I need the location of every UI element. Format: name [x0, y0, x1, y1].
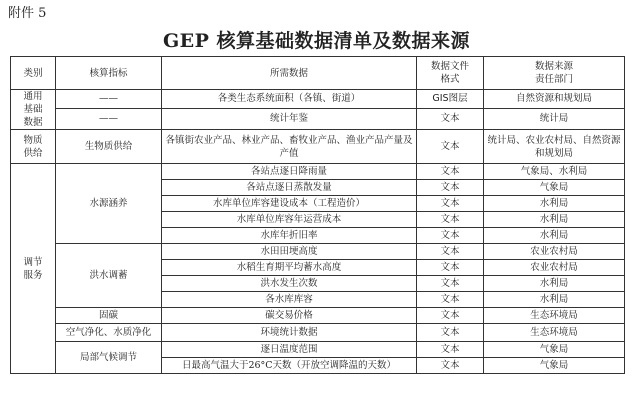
table-row — [11, 324, 625, 342]
document-title: GEP 核算基础数据清单及数据来源 — [162, 30, 471, 52]
data-cell: 水库年折旧率 — [162, 228, 417, 244]
data-cell: 水库单位库容建设成本（工程造价） — [162, 196, 417, 212]
format-cell: 文本 — [417, 276, 484, 292]
source-cell: 气象局、水利局 — [484, 164, 625, 180]
table-header-row — [11, 57, 625, 90]
category-cell: 物质 供给 — [11, 130, 56, 164]
format-cell: 文本 — [417, 108, 484, 129]
format-cell: 文本 — [417, 260, 484, 276]
table-row — [11, 108, 625, 129]
indicator-cell: 空气净化、水质净化 — [56, 324, 162, 342]
source-cell: 生态环境局 — [484, 324, 625, 342]
header-source: 数据来源 责任部门 — [484, 57, 625, 90]
format-cell: 文本 — [417, 130, 484, 164]
source-cell: 水利局 — [484, 212, 625, 228]
indicator-cell: —— — [56, 90, 162, 109]
source-cell: 气象局 — [484, 342, 625, 358]
data-cell: 水稻生育期平均蓄水高度 — [162, 260, 417, 276]
indicator-cell: 洪水调蓄 — [56, 244, 162, 308]
source-cell: 水利局 — [484, 228, 625, 244]
indicator-cell: —— — [56, 108, 162, 129]
source-cell: 统计局、农业农村局、自然资源和规划局 — [484, 130, 625, 164]
format-cell: 文本 — [417, 212, 484, 228]
category-cell: 通用 基础 数据 — [11, 90, 56, 130]
data-cell: 水库单位库容年运营成本 — [162, 212, 417, 228]
data-cell: 洪水发生次数 — [162, 276, 417, 292]
indicator-cell: 局部气候调节 — [56, 342, 162, 374]
data-cell: 各类生态系统面积（各镇、街道） — [162, 90, 417, 109]
table-row — [11, 90, 625, 109]
source-cell: 水利局 — [484, 196, 625, 212]
header-category: 类别 — [11, 57, 56, 90]
data-cell: 统计年鉴 — [162, 108, 417, 129]
source-cell: 生态环境局 — [484, 308, 625, 324]
format-cell: 文本 — [417, 358, 484, 374]
format-cell: 文本 — [417, 324, 484, 342]
indicator-cell: 生物质供给 — [56, 130, 162, 164]
format-cell: 文本 — [417, 228, 484, 244]
format-cell: 文本 — [417, 292, 484, 308]
source-cell: 自然资源和规划局 — [484, 90, 625, 109]
data-source-table — [10, 56, 625, 374]
indicator-cell: 水源涵养 — [56, 164, 162, 244]
data-cell: 环境统计数据 — [162, 324, 417, 342]
header-format: 数据文件 格式 — [417, 57, 484, 90]
header-indicator: 核算指标 — [56, 57, 162, 90]
source-cell: 农业农村局 — [484, 244, 625, 260]
format-cell: GIS图层 — [417, 90, 484, 109]
source-cell: 统计局 — [484, 108, 625, 129]
data-cell: 各站点逐日降雨量 — [162, 164, 417, 180]
format-cell: 文本 — [417, 308, 484, 324]
source-cell: 气象局 — [484, 180, 625, 196]
table-row — [11, 130, 625, 164]
table-row — [11, 308, 625, 324]
table-row — [11, 244, 625, 260]
source-cell: 农业农村局 — [484, 260, 625, 276]
header-required-data: 所需数据 — [162, 57, 417, 90]
source-cell: 水利局 — [484, 292, 625, 308]
table-row — [11, 164, 625, 180]
data-cell: 碳交易价格 — [162, 308, 417, 324]
source-cell: 气象局 — [484, 358, 625, 374]
data-cell: 各镇街农业产品、林业产品、畜牧业产品、渔业产品产量及产值 — [162, 130, 417, 164]
data-cell: 各站点逐日蒸散发量 — [162, 180, 417, 196]
source-cell: 水利局 — [484, 276, 625, 292]
data-cell: 逐日温度范围 — [162, 342, 417, 358]
format-cell: 文本 — [417, 164, 484, 180]
attachment-label: 附件 5 — [8, 6, 47, 21]
format-cell: 文本 — [417, 180, 484, 196]
data-cell: 水田田埂高度 — [162, 244, 417, 260]
format-cell: 文本 — [417, 342, 484, 358]
format-cell: 文本 — [417, 244, 484, 260]
category-cell: 调节 服务 — [11, 164, 56, 374]
data-cell: 日最高气温大于26°C天数（开放空调降温的天数） — [162, 358, 417, 374]
format-cell: 文本 — [417, 196, 484, 212]
indicator-cell: 固碳 — [56, 308, 162, 324]
table-row — [11, 342, 625, 358]
data-cell: 各水库库容 — [162, 292, 417, 308]
